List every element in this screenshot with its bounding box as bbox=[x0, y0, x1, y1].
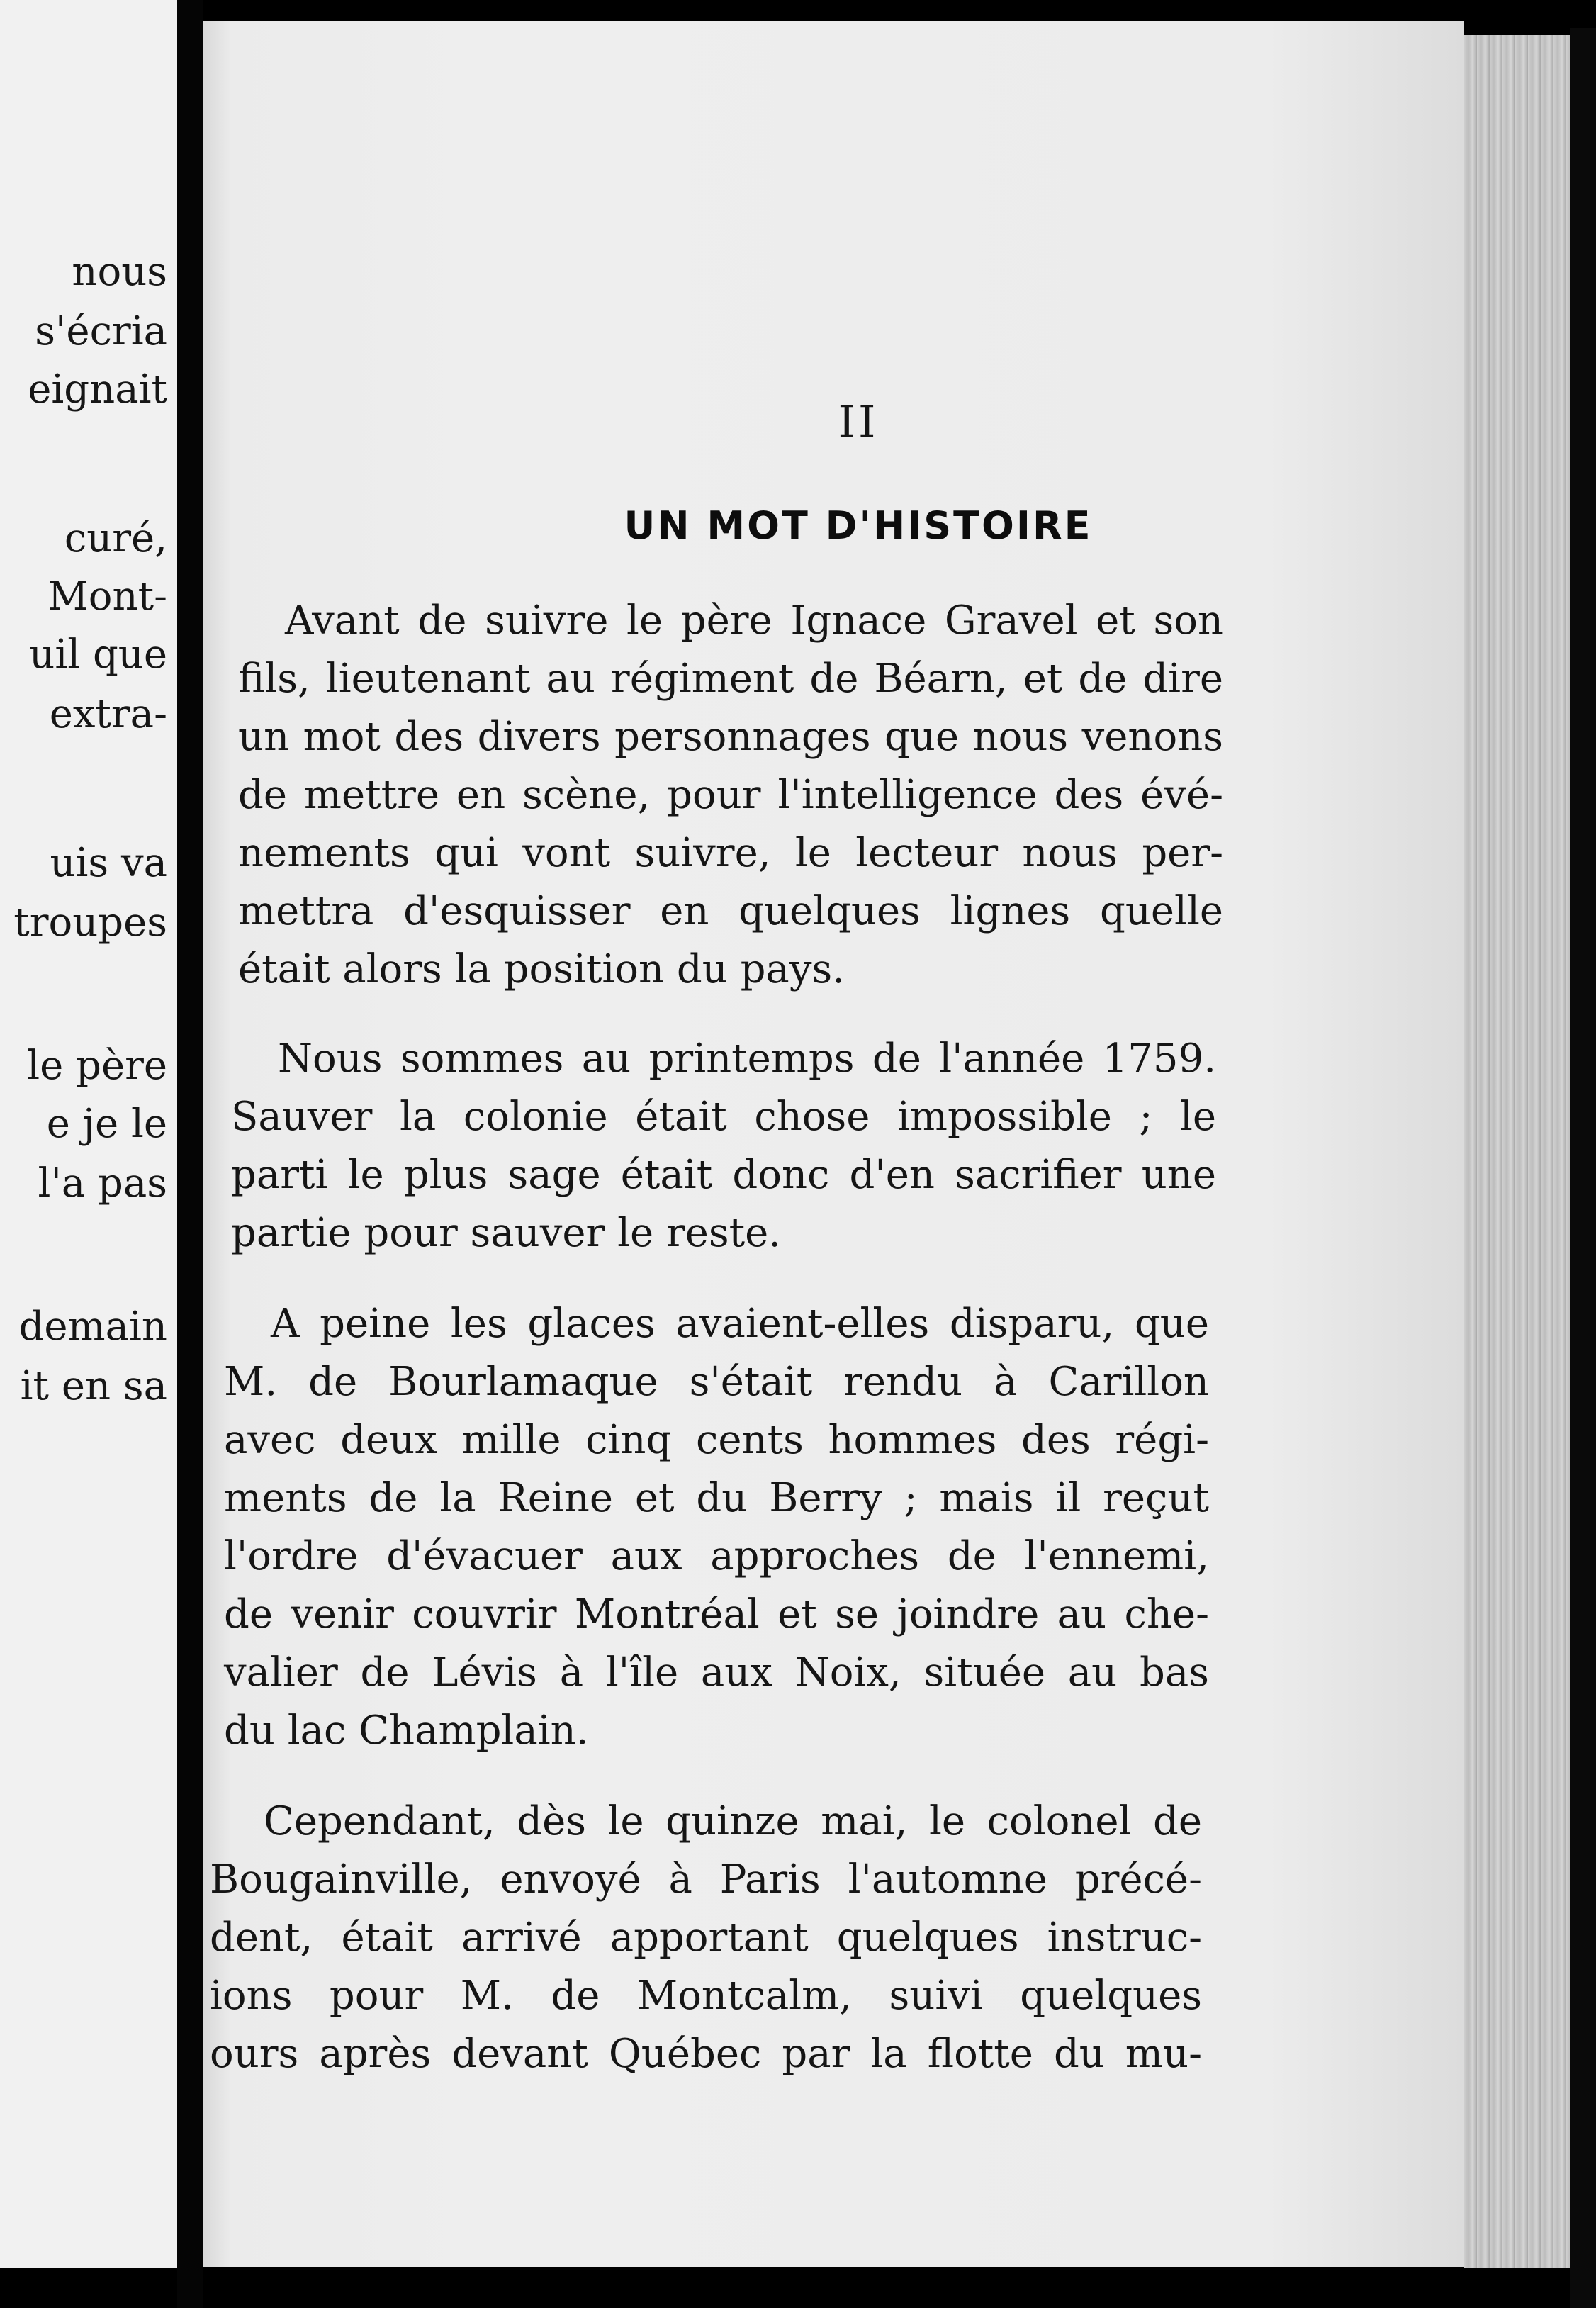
paragraph-line: Sauver la colonie était chose impossible ; le bbox=[231, 1094, 1216, 1140]
left-line-1: nous bbox=[72, 249, 167, 295]
left-line-10: le père bbox=[27, 1043, 167, 1089]
paragraph-line: valier de Lévis à l'île aux Noix, située au bas bbox=[224, 1649, 1209, 1696]
page-stack-edge bbox=[1464, 35, 1570, 2268]
paragraph-line: avec deux mille cinq cents hommes des régi- bbox=[224, 1417, 1209, 1463]
paragraph-line: parti le plus sage était donc d'en sacrifier une bbox=[231, 1152, 1216, 1198]
paragraph-line: A peine les glaces avaient-elles disparu, que bbox=[271, 1301, 1209, 1347]
paragraph-line: un mot des divers personnages que nous venons bbox=[238, 714, 1223, 760]
left-line-3: eignait bbox=[28, 366, 167, 413]
paragraph-line: de mettre en scène, pour l'intelligence des évé- bbox=[238, 772, 1223, 818]
book-page bbox=[203, 21, 1464, 2267]
right-border bbox=[1570, 28, 1596, 2308]
left-line-14: it en sa bbox=[20, 1363, 167, 1409]
paragraph-line: partie pour sauver le reste. bbox=[231, 1210, 782, 1256]
chapter-number: II bbox=[838, 396, 879, 447]
paragraph-line: M. de Bourlamaque s'était rendu à Carillon bbox=[224, 1359, 1209, 1405]
chapter-title: UN MOT D'HISTOIRE bbox=[624, 503, 1093, 548]
left-line-11: e je le bbox=[46, 1101, 167, 1147]
left-line-7: extra- bbox=[49, 691, 167, 737]
paragraph-line: Bougainville, envoyé à Paris l'automne précé- bbox=[210, 1856, 1202, 1903]
paragraph-line: de venir couvrir Montréal et se joindre au che- bbox=[224, 1591, 1209, 1637]
left-line-6: uil que bbox=[29, 632, 167, 678]
left-line-4: curé, bbox=[64, 515, 167, 561]
paragraph-line: du lac Champlain. bbox=[224, 1708, 589, 1754]
left-line-12: l'a pas bbox=[38, 1160, 167, 1206]
left-line-2: s'écria bbox=[35, 308, 167, 354]
previous-page-fragment bbox=[0, 0, 177, 2268]
left-line-13: demain bbox=[18, 1304, 167, 1350]
paragraph-line: l'ordre d'évacuer aux approches de l'ennemi, bbox=[224, 1533, 1209, 1579]
paragraph-line: Cependant, dès le quinze mai, le colonel de bbox=[264, 1798, 1202, 1844]
paragraph-line: ours après devant Québec par la flotte du mu- bbox=[210, 2031, 1202, 2077]
paragraph-line: nements qui vont suivre, le lecteur nous per- bbox=[238, 830, 1223, 876]
left-line-5: Mont- bbox=[47, 573, 167, 620]
paragraph-line: ions pour M. de Montcalm, suivi quelques bbox=[210, 1973, 1202, 2019]
paragraph-line: fils, lieutenant au régiment de Béarn, et de dire bbox=[238, 656, 1223, 702]
left-line-8: uis va bbox=[50, 840, 167, 886]
book-gutter bbox=[177, 0, 203, 2308]
paragraph-line: Nous sommes au printemps de l'année 1759. bbox=[278, 1036, 1216, 1082]
paragraph-line: ments de la Reine et du Berry ; mais il reçut bbox=[224, 1475, 1209, 1521]
left-line-9: troupes bbox=[13, 900, 167, 946]
paragraph-line: était alors la position du pays. bbox=[238, 946, 845, 992]
paragraph-line: mettra d'esquisser en quelques lignes quelle bbox=[238, 888, 1223, 934]
paragraph-line: Avant de suivre le père Ignace Gravel et son bbox=[285, 598, 1223, 644]
paragraph-line: dent, était arrivé apportant quelques instruc- bbox=[210, 1915, 1202, 1961]
